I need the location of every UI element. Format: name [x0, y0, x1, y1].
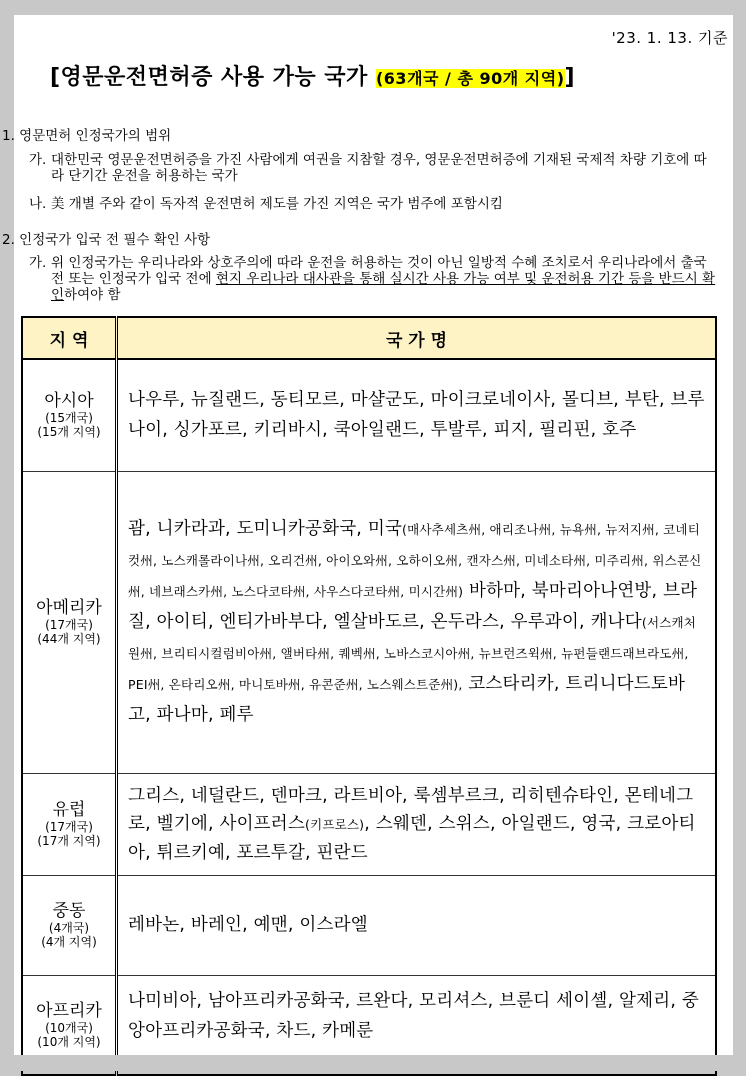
title-close: ] [564, 65, 576, 90]
item-text [29, 255, 719, 303]
region-cell [22, 773, 117, 875]
regions-count: (44개 지역) [37, 632, 101, 646]
header-region: 지 역 [22, 317, 117, 359]
countries-count: (4개국) [48, 921, 90, 935]
countries-part-b: , 스웨덴, 스위스, 아일랜드, 영국, 크로아티아, 튀르키예, 포르투갈, 핀란드 [128, 813, 696, 863]
country-table [21, 316, 717, 1076]
table-row-asia [22, 359, 716, 471]
countries-count: (17개국) [45, 820, 93, 834]
section-1-item-na [29, 196, 719, 212]
item-text-plain: 위 인정국가는 우리나라와 상호주의에 따라 운전을 허용하는 것이 아닌 일방적 수혜 조치로서 우리나라에서 출국 전 또는 인정국가 입국 전에 [51, 255, 707, 287]
canada-provinces: (서스캐처원州, 브리티시컬럼비아州, 앨버타州, 퀘벡州, 노바스코시아州, 뉴브런즈윅州, 뉴펀들랜드래브라도州, PEI州, 온타리오州, 마니토바州, 유콘준州, 노스웨스트준州), [128, 615, 697, 692]
countries-count: (17개국) [45, 618, 93, 632]
us-states: (매사추세츠州, 애리조나州, 뉴욕州, 뉴저지州, 코네티컷州, 노스캐롤라이나州, 오리건州, 아이오와州, 오하이오州, 캔자스州, 미네소타州, 미주리州, 위스콘신州, 네브래스카州, 노스다코타州, 사우스다코타州, 미시간州) [128, 522, 702, 599]
item-label: 가. [29, 255, 47, 271]
viewer-bottom-edge [14, 1055, 733, 1071]
regions-count: (10개 지역) [37, 1034, 101, 1049]
region-cell [22, 875, 117, 975]
item-text-tail: 하여야 함 [64, 287, 121, 303]
region-name: 아메리카 [36, 598, 102, 618]
table-header-row [22, 317, 716, 359]
countries-part-c: 코스타리카, 트리니다드토바고, 파나마, 페루 [128, 674, 686, 725]
region-name: 유럽 [52, 800, 86, 820]
title-highlight: (63개국 / 총 90개 지역) [375, 69, 565, 88]
section-1-item-ga [29, 152, 719, 184]
reference-date: '23. 1. 13. 기준 [611, 29, 728, 47]
table-row-middle-east [22, 875, 716, 975]
section-2-heading: 2. 인정국가 입국 전 필수 확인 사항 [2, 232, 211, 248]
countries-count: (15개국) [45, 411, 93, 426]
region-name: 중동 [52, 901, 86, 921]
header-countries: 국 가 명 [117, 317, 717, 359]
country-note: (키프로스) [305, 816, 365, 832]
item-text: 대한민국 영문운전면허증을 가진 사람에게 여권을 지참할 경우, 영문운전면허증에 기재된 국제적 차량 기호에 따라 단기간 운전을 허용하는 국가 [51, 152, 707, 184]
table-row-americas [22, 471, 716, 773]
countries-part-b: 바하마, 북마리아나연방, 브라질, 아이티, 엔티가바부다, 엘살바도르, 온두라스, 우루과이, 캐나다 [128, 581, 698, 632]
region-cell [22, 359, 117, 471]
countries-part-a: 그리스, 네덜란드, 덴마크, 라트비아, 룩셈부르크, 리히텐슈타인, 몬테네그로, 벨기에, 사이프러스 [128, 785, 694, 834]
regions-count: (17개 지역) [37, 834, 101, 848]
countries-count: (10개국) [45, 1020, 93, 1035]
countries-cell [117, 471, 717, 773]
regions-count: (15개 지역) [37, 425, 101, 440]
page-title [50, 60, 575, 91]
item-text-underlined: 현지 우리나라 대사관을 통해 실시간 사용 가능 여부 및 운전허용 기간 등을 반드시 확인 [51, 271, 716, 303]
region-cell [22, 471, 117, 773]
section-1-heading: 1. 영문면허 인정국가의 범위 [2, 128, 172, 144]
region-name: 아시아 [44, 391, 94, 412]
countries-cell: 레바논, 바레인, 예맨, 이스라엘 [117, 875, 717, 975]
countries-part-a: 괌, 니카라과, 도미니카공화국, 미국 [128, 519, 403, 539]
countries-cell [117, 773, 717, 875]
countries-cell: 나우루, 뉴질랜드, 동티모르, 마샬군도, 마이크로네이사, 몰디브, 부탄, 브루나이, 싱가포르, 키리바시, 쿡아일랜드, 투발루, 피지, 필리핀, 호주 [117, 359, 717, 471]
item-label: 가. [29, 152, 47, 168]
item-label: 나. [29, 196, 47, 212]
countries-cell: 나미비아, 남아프리카공화국, 르완다, 모리셔스, 브룬디 세이셸, 알제리, 중앙아프리카공화국, 차드, 카메룬 [117, 975, 717, 1075]
regions-count: (4개 지역) [41, 935, 97, 949]
item-text: 美 개별 주와 같이 독자적 운전면허 제도를 가진 지역은 국가 범주에 포함시킴 [51, 196, 503, 212]
title-main: [영문운전면허증 사용 가능 국가 [50, 65, 368, 90]
table-row-europe [22, 773, 716, 875]
region-name: 아프리카 [36, 1000, 102, 1021]
section-2-item-ga [29, 255, 719, 303]
